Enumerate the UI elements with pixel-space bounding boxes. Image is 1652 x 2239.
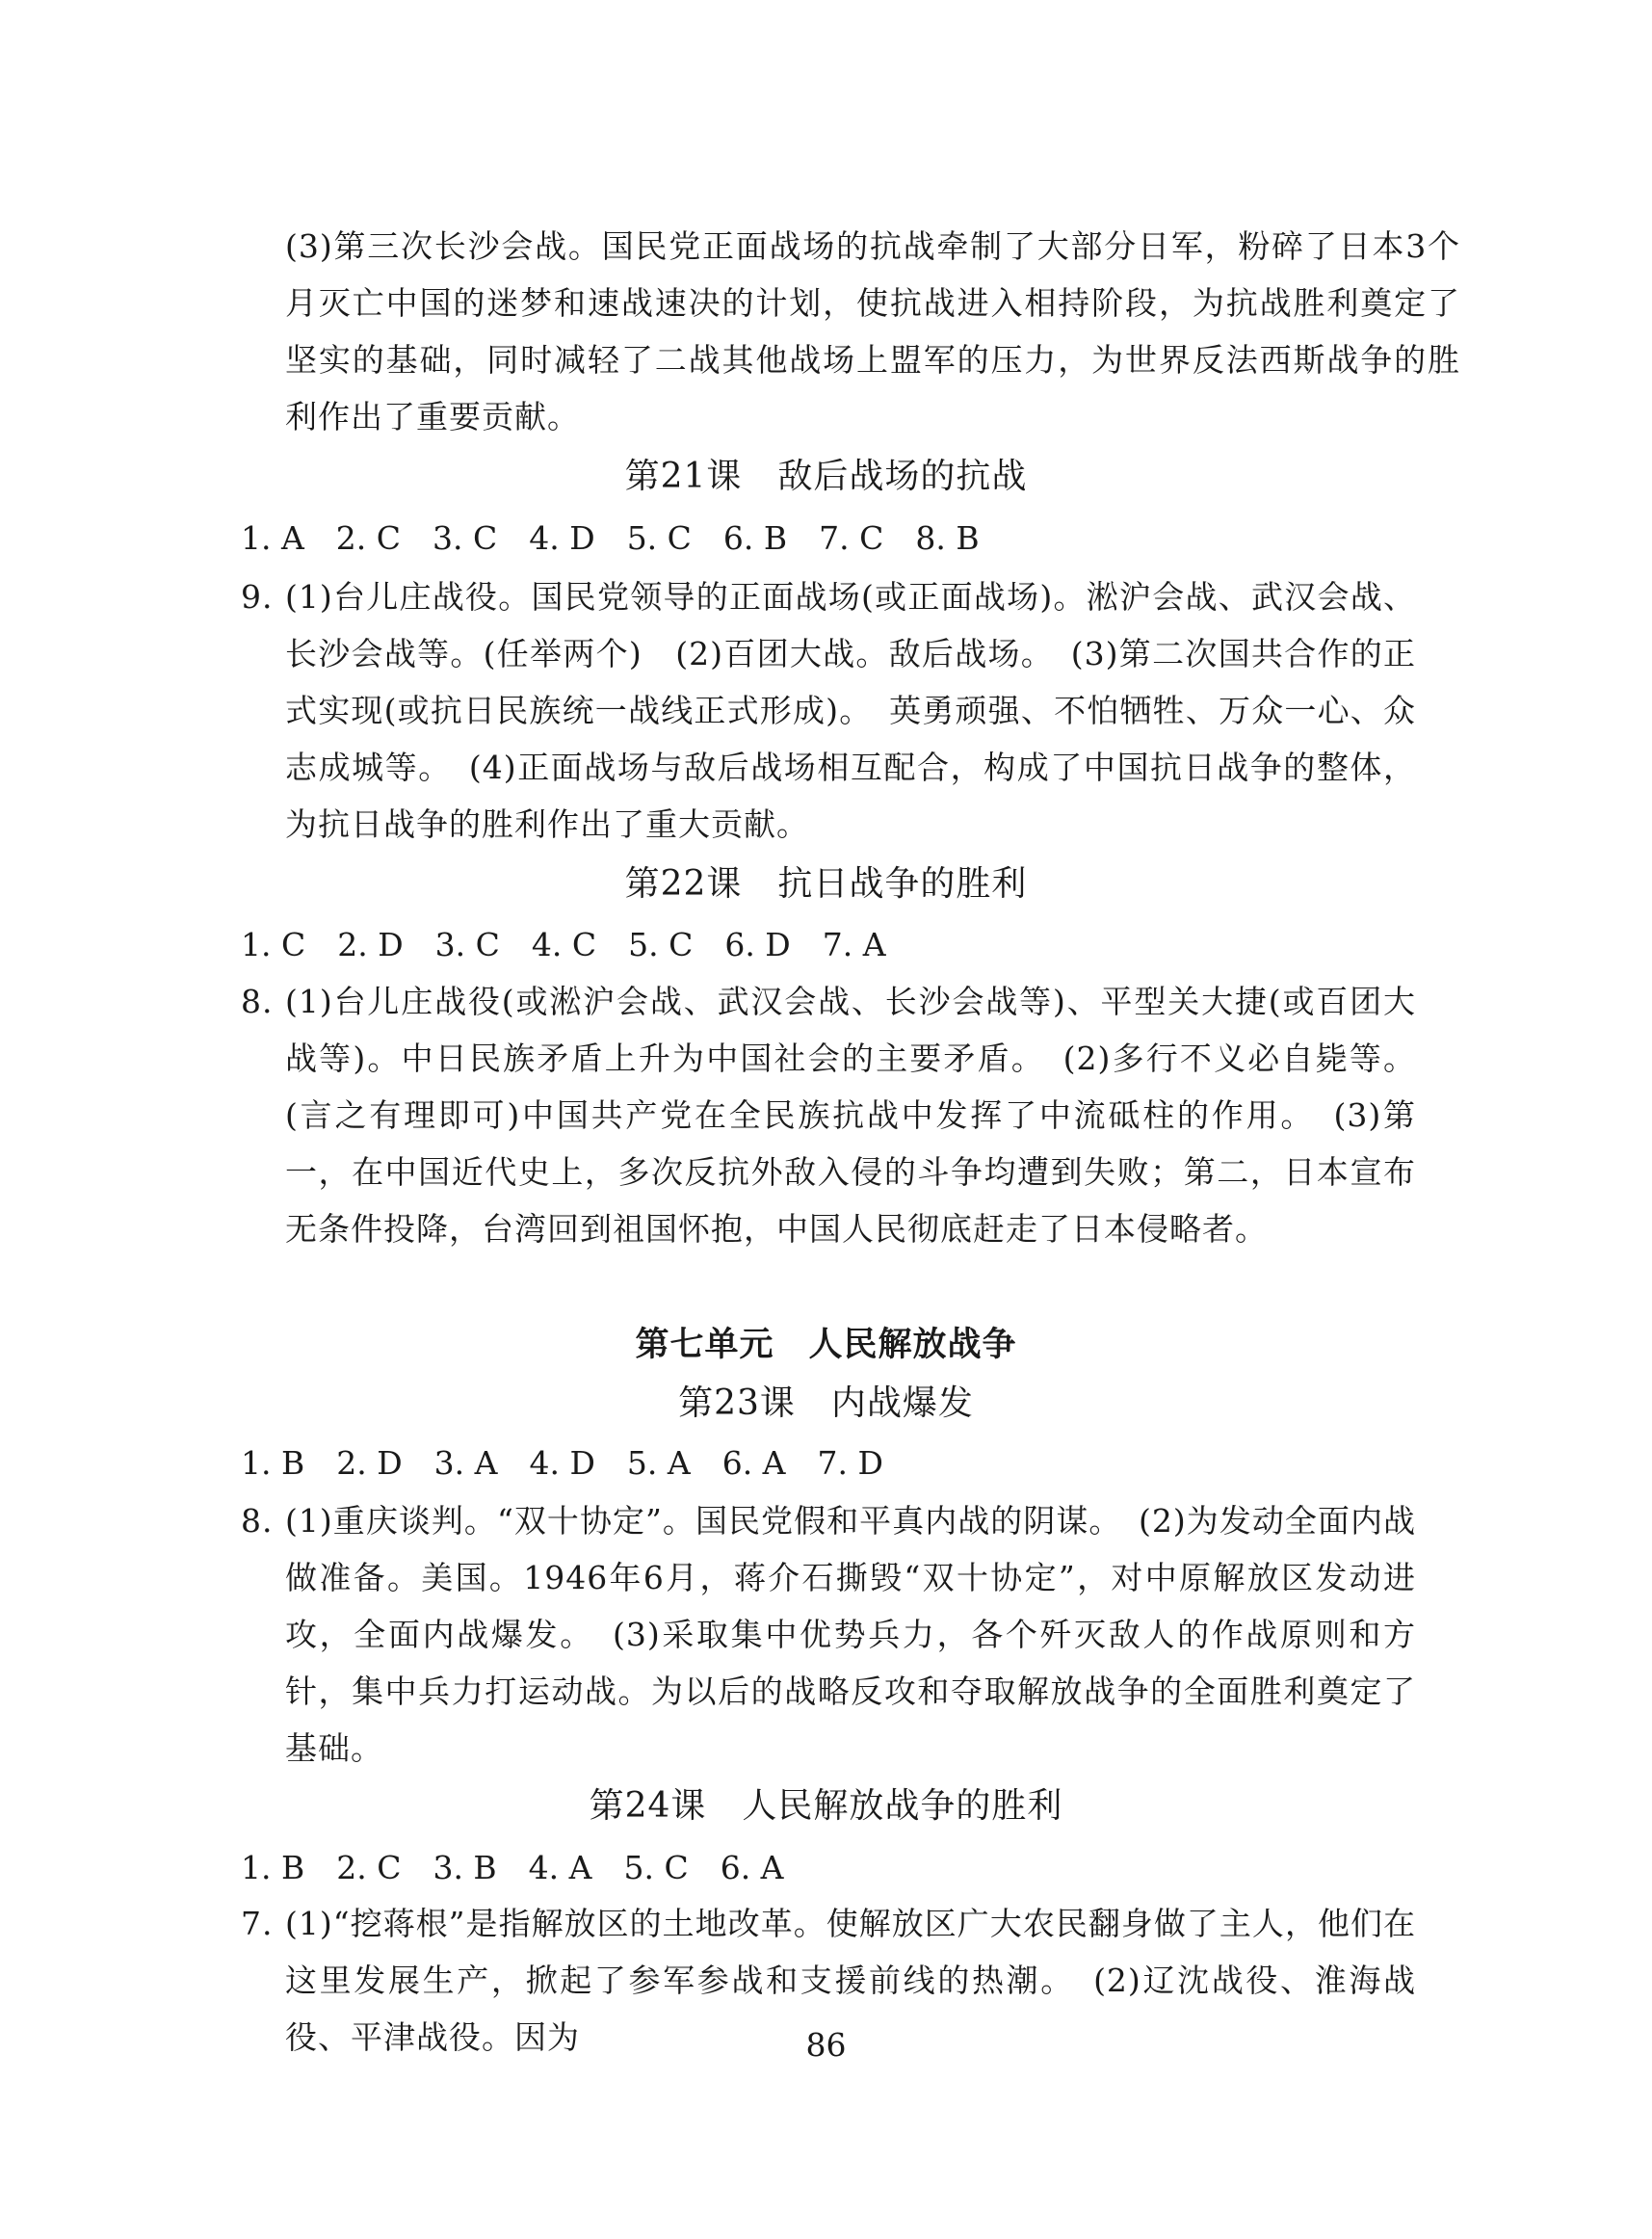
question-number: 7. (241, 1905, 274, 1942)
lesson22-title: 第22课 抗日战争的胜利 (624, 864, 1028, 904)
lesson23-multiple-choice: 1. B 2. D 3. A 4. D 5. A 6. A 7. D (241, 1444, 883, 1482)
page-number: 86 (805, 2026, 847, 2064)
question-number: 8. (241, 983, 274, 1020)
lesson23-title: 第23课 内战爆发 (678, 1383, 974, 1423)
question-answer: (1)重庆谈判。“双十协定”。国民党假和平真内战的阴谋。 (2)为发动全面内战做准备。美国。1946年6月，蒋介石撕毁“双十协定”，对中原解放区发动进攻，全面内战爆发。 (3)采取集中优势兵力，各个歼灭敌人的作战原则和方针，集中兵力打运动战。为以后的战略反攻和夺取解放战争的全面胜利奠定了基础。 (285, 1502, 1416, 1767)
lesson22-multiple-choice: 1. C 2. D 3. C 4. C 5. C 6. D 7. A (241, 926, 886, 963)
lesson20-answer-tail: (3)第三次长沙会战。国民党正面战场的抗战牵制了大部分日军，粉碎了日本3个月灭亡中国的迷梦和速战速决的计划，使抗战进入相持阶段，为抗战胜利奠定了坚实的基础，同时减轻了二战其他战场上盟军的压力，为世界反法西斯战争的胜利作出了重要贡献。 (285, 227, 1460, 435)
lesson23-q8 (241, 1492, 1416, 1777)
unit7-title: 第七单元 人民解放战争 (635, 1326, 1017, 1364)
lesson24-multiple-choice: 1. B 2. C 3. B 4. A 5. C 6. A (241, 1849, 784, 1886)
lesson24-title: 第24课 人民解放战争的胜利 (589, 1786, 1063, 1826)
lesson22-q8 (241, 973, 1416, 1257)
question-answer: (1)台儿庄战役(或淞沪会战、武汉会战、长沙会战等)、平型关大捷(或百团大战等)。中日民族矛盾上升为中国社会的主要矛盾。 (2)多行不义必自毙等。(言之有理即可)中国共产党在全民族抗战中发挥了中流砥柱的作用。 (3)第一，在中国近代史上，多次反抗外敌入侵的斗争均遭到失败；第二，日本宣布无条件投降，台湾回到祖国怀抱，中国人民彻底赶走了日本侵略者。 (285, 983, 1416, 1248)
question-answer: (1)“挖蒋根”是指解放区的土地改革。使解放区广大农民翻身做了主人，他们在这里发展生产，掀起了参军参战和支援前线的热潮。 (2)辽沈战役、淮海战役、平津战役。因为 (285, 1905, 1416, 2056)
question-answer: (1)台儿庄战役。国民党领导的正面战场(或正面战场)。淞沪会战、武汉会战、长沙会战等。(任举两个) (2)百团大战。敌后战场。 (3)第二次国共合作的正式实现(或抗日民族统一战线正式形成)。 英勇顽强、不怕牺牲、万众一心、众志成城等。 (4)正面战场与敌后战场相互配合，构成了中国抗日战争的整体，为抗日战争的胜利作出了重大贡献。 (285, 578, 1416, 843)
question-number: 8. (241, 1502, 274, 1540)
lesson21-title: 第21课 敌后战场的抗战 (624, 457, 1028, 496)
lesson21-multiple-choice: 1. A 2. C 3. C 4. D 5. C 6. B 7. C 8. B (241, 519, 980, 557)
question-number: 9. (241, 578, 274, 616)
lesson21-q9 (241, 568, 1416, 853)
